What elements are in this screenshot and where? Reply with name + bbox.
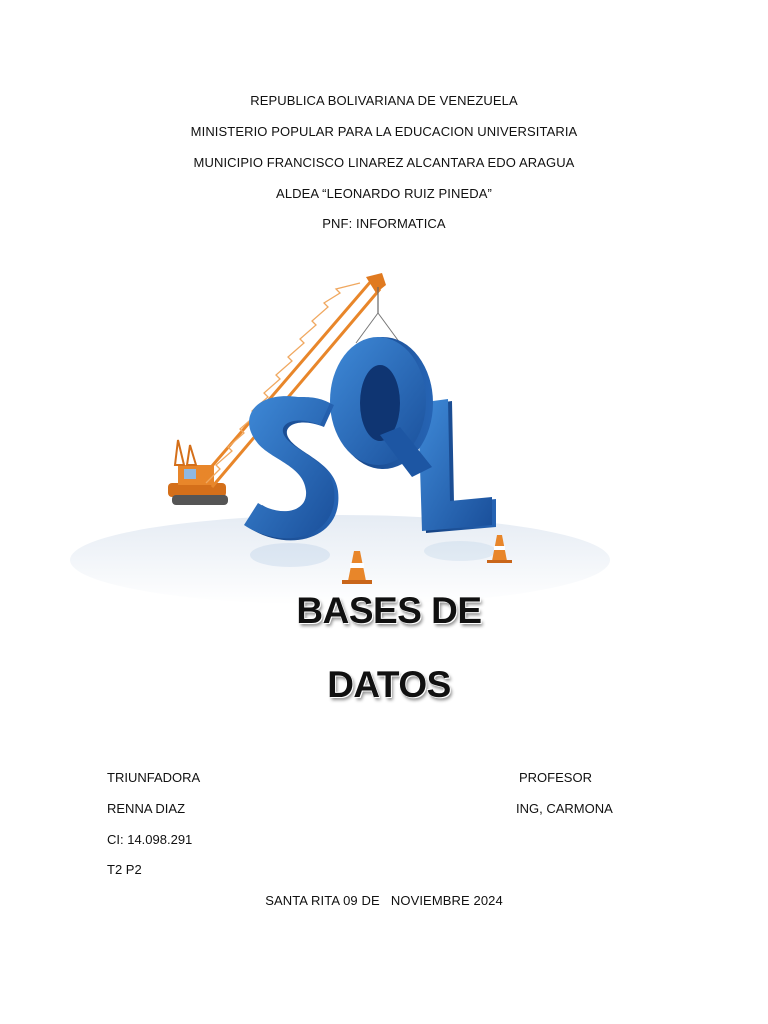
sql-crane-illustration bbox=[60, 255, 620, 615]
header-line-ministry: MINISTERIO POPULAR PARA LA EDUCACION UNIVERSITARIA bbox=[190, 124, 578, 139]
header-line-program: PNF: INFORMATICA bbox=[322, 216, 446, 231]
document-title-line2: DATOS bbox=[327, 664, 451, 705]
professor-name: ING, CARMONA bbox=[516, 801, 613, 816]
header-line-aldea: ALDEA “LEONARDO RUIZ PINEDA” bbox=[276, 186, 492, 201]
header-line-municipality: MUNICIPIO FRANCISCO LINAREZ ALCANTARA EDO ARAGUA bbox=[193, 155, 575, 170]
author-role: TRIUNFADORA bbox=[107, 770, 201, 785]
professor-role: PROFESOR bbox=[519, 770, 592, 785]
document-title-line1: BASES DE bbox=[296, 590, 482, 631]
header-line-republic: REPUBLICA BOLIVARIANA DE VENEZUELA bbox=[250, 93, 518, 108]
author-name: RENNA DIAZ bbox=[107, 801, 186, 816]
place-date: SANTA RITA 09 DE NOVIEMBRE 2024 bbox=[265, 893, 503, 908]
author-ci: CI: 14.098.291 bbox=[107, 832, 193, 847]
author-section: T2 P2 bbox=[107, 862, 142, 877]
